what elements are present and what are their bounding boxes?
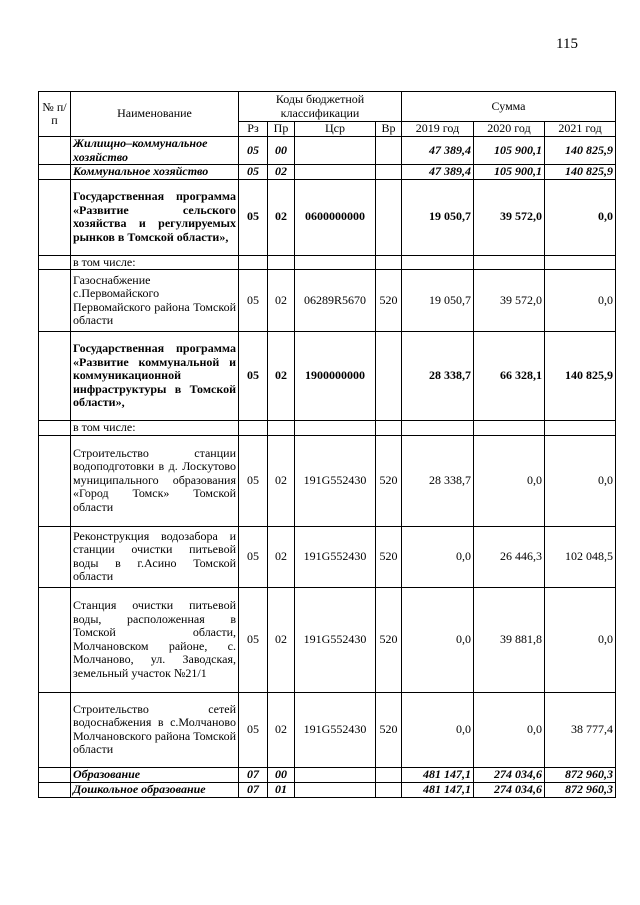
cell-2021: 872 960,3	[545, 767, 616, 782]
cell-rz: 05	[239, 165, 268, 180]
cell-rz: 05	[239, 435, 268, 526]
cell-rz: 05	[239, 692, 268, 767]
cell-rz	[239, 421, 268, 436]
cell-2019: 47 389,4	[402, 137, 474, 165]
cell-num	[39, 332, 71, 421]
cell-vr	[376, 179, 402, 255]
cell-name: в том числе:	[71, 255, 239, 270]
cell-pr: 02	[268, 526, 295, 587]
header-name: Наименование	[71, 92, 239, 137]
header-codes: Коды бюджетной классификации	[239, 92, 402, 122]
cell-num	[39, 179, 71, 255]
budget-table	[38, 91, 616, 798]
cell-name: в том числе:	[71, 421, 239, 436]
cell-2021: 0,0	[545, 270, 616, 332]
cell-num	[39, 526, 71, 587]
cell-csr	[295, 137, 376, 165]
cell-pr: 02	[268, 179, 295, 255]
cell-csr: 1900000000	[295, 332, 376, 421]
cell-name: Строительство сетей водоснабжения в с.Молчаново Молчановского района Томской области	[71, 692, 239, 767]
cell-csr	[295, 165, 376, 180]
cell-2020: 0,0	[474, 692, 545, 767]
table-row	[39, 332, 616, 421]
cell-pr	[268, 255, 295, 270]
cell-pr: 02	[268, 587, 295, 692]
cell-rz: 05	[239, 332, 268, 421]
cell-name: Государственная программа «Развитие коммунальной и коммуникационной инфраструктуры в Томской области»,	[71, 332, 239, 421]
table-row	[39, 587, 616, 692]
cell-pr: 02	[268, 435, 295, 526]
cell-rz	[239, 255, 268, 270]
cell-name: Государственная программа «Развитие сельского хозяйства и регулируемых рынков в Томской области»,	[71, 179, 239, 255]
cell-2020	[474, 255, 545, 270]
header-sum: Сумма	[402, 92, 616, 122]
cell-vr: 520	[376, 587, 402, 692]
cell-rz: 07	[239, 767, 268, 782]
cell-2021: 38 777,4	[545, 692, 616, 767]
cell-rz: 05	[239, 137, 268, 165]
cell-2021: 102 048,5	[545, 526, 616, 587]
cell-2021: 872 960,3	[545, 782, 616, 797]
cell-2020: 26 446,3	[474, 526, 545, 587]
cell-name: Образование	[71, 767, 239, 782]
cell-csr	[295, 767, 376, 782]
cell-csr: 191G552430	[295, 526, 376, 587]
cell-pr	[268, 421, 295, 436]
cell-csr: 191G552430	[295, 692, 376, 767]
header-rz: Рз	[239, 122, 268, 137]
cell-vr: 520	[376, 435, 402, 526]
cell-2020: 105 900,1	[474, 137, 545, 165]
cell-vr	[376, 255, 402, 270]
cell-2020: 39 881,8	[474, 587, 545, 692]
cell-2020: 66 328,1	[474, 332, 545, 421]
cell-pr: 00	[268, 767, 295, 782]
header-num: № п/п	[39, 92, 71, 137]
cell-num	[39, 587, 71, 692]
cell-csr	[295, 421, 376, 436]
header-2019: 2019 год	[402, 122, 474, 137]
cell-vr	[376, 165, 402, 180]
cell-2021: 0,0	[545, 179, 616, 255]
cell-num	[39, 782, 71, 797]
cell-2021: 0,0	[545, 587, 616, 692]
cell-2019: 0,0	[402, 526, 474, 587]
table-row	[39, 165, 616, 180]
cell-2021	[545, 421, 616, 436]
cell-name: Жилищно–коммунальное хозяйство	[71, 137, 239, 165]
cell-vr: 520	[376, 526, 402, 587]
cell-2019: 481 147,1	[402, 782, 474, 797]
header-2020: 2020 год	[474, 122, 545, 137]
cell-num	[39, 270, 71, 332]
cell-2019: 19 050,7	[402, 270, 474, 332]
page-number: 115	[556, 36, 578, 52]
cell-2019	[402, 421, 474, 436]
cell-vr	[376, 767, 402, 782]
cell-name: Строительство станции водоподготовки в д. Лоскутово муниципального образования «Город Томск» Томской области	[71, 435, 239, 526]
table-row	[39, 692, 616, 767]
cell-rz: 05	[239, 179, 268, 255]
cell-2021	[545, 255, 616, 270]
cell-pr: 02	[268, 332, 295, 421]
cell-rz: 07	[239, 782, 268, 797]
cell-num	[39, 767, 71, 782]
cell-csr	[295, 782, 376, 797]
cell-2019: 0,0	[402, 692, 474, 767]
header-csr: Цср	[295, 122, 376, 137]
table-row	[39, 526, 616, 587]
cell-num	[39, 435, 71, 526]
cell-2021: 140 825,9	[545, 332, 616, 421]
cell-pr: 01	[268, 782, 295, 797]
cell-pr: 02	[268, 692, 295, 767]
cell-2020	[474, 421, 545, 436]
cell-2019: 0,0	[402, 587, 474, 692]
table-row	[39, 767, 616, 782]
cell-vr: 520	[376, 692, 402, 767]
cell-vr	[376, 782, 402, 797]
cell-2020: 274 034,6	[474, 782, 545, 797]
cell-pr: 02	[268, 165, 295, 180]
table-row	[39, 137, 616, 165]
table-row	[39, 435, 616, 526]
cell-2019: 481 147,1	[402, 767, 474, 782]
cell-2020: 39 572,0	[474, 179, 545, 255]
cell-2019: 28 338,7	[402, 435, 474, 526]
cell-2019: 28 338,7	[402, 332, 474, 421]
header-2021: 2021 год	[545, 122, 616, 137]
cell-num	[39, 165, 71, 180]
cell-2021: 140 825,9	[545, 137, 616, 165]
table-row	[39, 179, 616, 255]
header-row	[39, 92, 616, 122]
cell-2021: 0,0	[545, 435, 616, 526]
cell-2019: 47 389,4	[402, 165, 474, 180]
cell-2020: 39 572,0	[474, 270, 545, 332]
cell-csr: 191G552430	[295, 435, 376, 526]
cell-num	[39, 421, 71, 436]
cell-csr	[295, 255, 376, 270]
cell-rz: 05	[239, 587, 268, 692]
cell-rz: 05	[239, 270, 268, 332]
table-row	[39, 782, 616, 797]
cell-csr: 191G552430	[295, 587, 376, 692]
header-vr: Вр	[376, 122, 402, 137]
cell-2020: 105 900,1	[474, 165, 545, 180]
cell-csr: 0600000000	[295, 179, 376, 255]
cell-name: Коммунальное хозяйство	[71, 165, 239, 180]
cell-vr	[376, 421, 402, 436]
cell-num	[39, 137, 71, 165]
cell-num	[39, 255, 71, 270]
cell-2019	[402, 255, 474, 270]
cell-vr	[376, 137, 402, 165]
cell-2021: 140 825,9	[545, 165, 616, 180]
cell-name: Реконструкция водозабора и станции очистки питьевой воды в г.Асино Томской области	[71, 526, 239, 587]
cell-vr	[376, 332, 402, 421]
cell-name: Газоснабжение с.Первомайского Первомайского района Томской области	[71, 270, 239, 332]
cell-rz: 05	[239, 526, 268, 587]
cell-vr: 520	[376, 270, 402, 332]
cell-num	[39, 692, 71, 767]
cell-name: Дошкольное образование	[71, 782, 239, 797]
table-row	[39, 270, 616, 332]
cell-csr: 06289R5670	[295, 270, 376, 332]
cell-2020: 274 034,6	[474, 767, 545, 782]
cell-pr: 02	[268, 270, 295, 332]
cell-2020: 0,0	[474, 435, 545, 526]
table-row	[39, 421, 616, 436]
header-pr: Пр	[268, 122, 295, 137]
cell-2019: 19 050,7	[402, 179, 474, 255]
table-row	[39, 255, 616, 270]
cell-pr: 00	[268, 137, 295, 165]
cell-name: Станция очистки питьевой воды, расположенная в Томской области, Молчановском районе, с. Молчаново, ул. Заводская, земельный участок №21/1	[71, 587, 239, 692]
